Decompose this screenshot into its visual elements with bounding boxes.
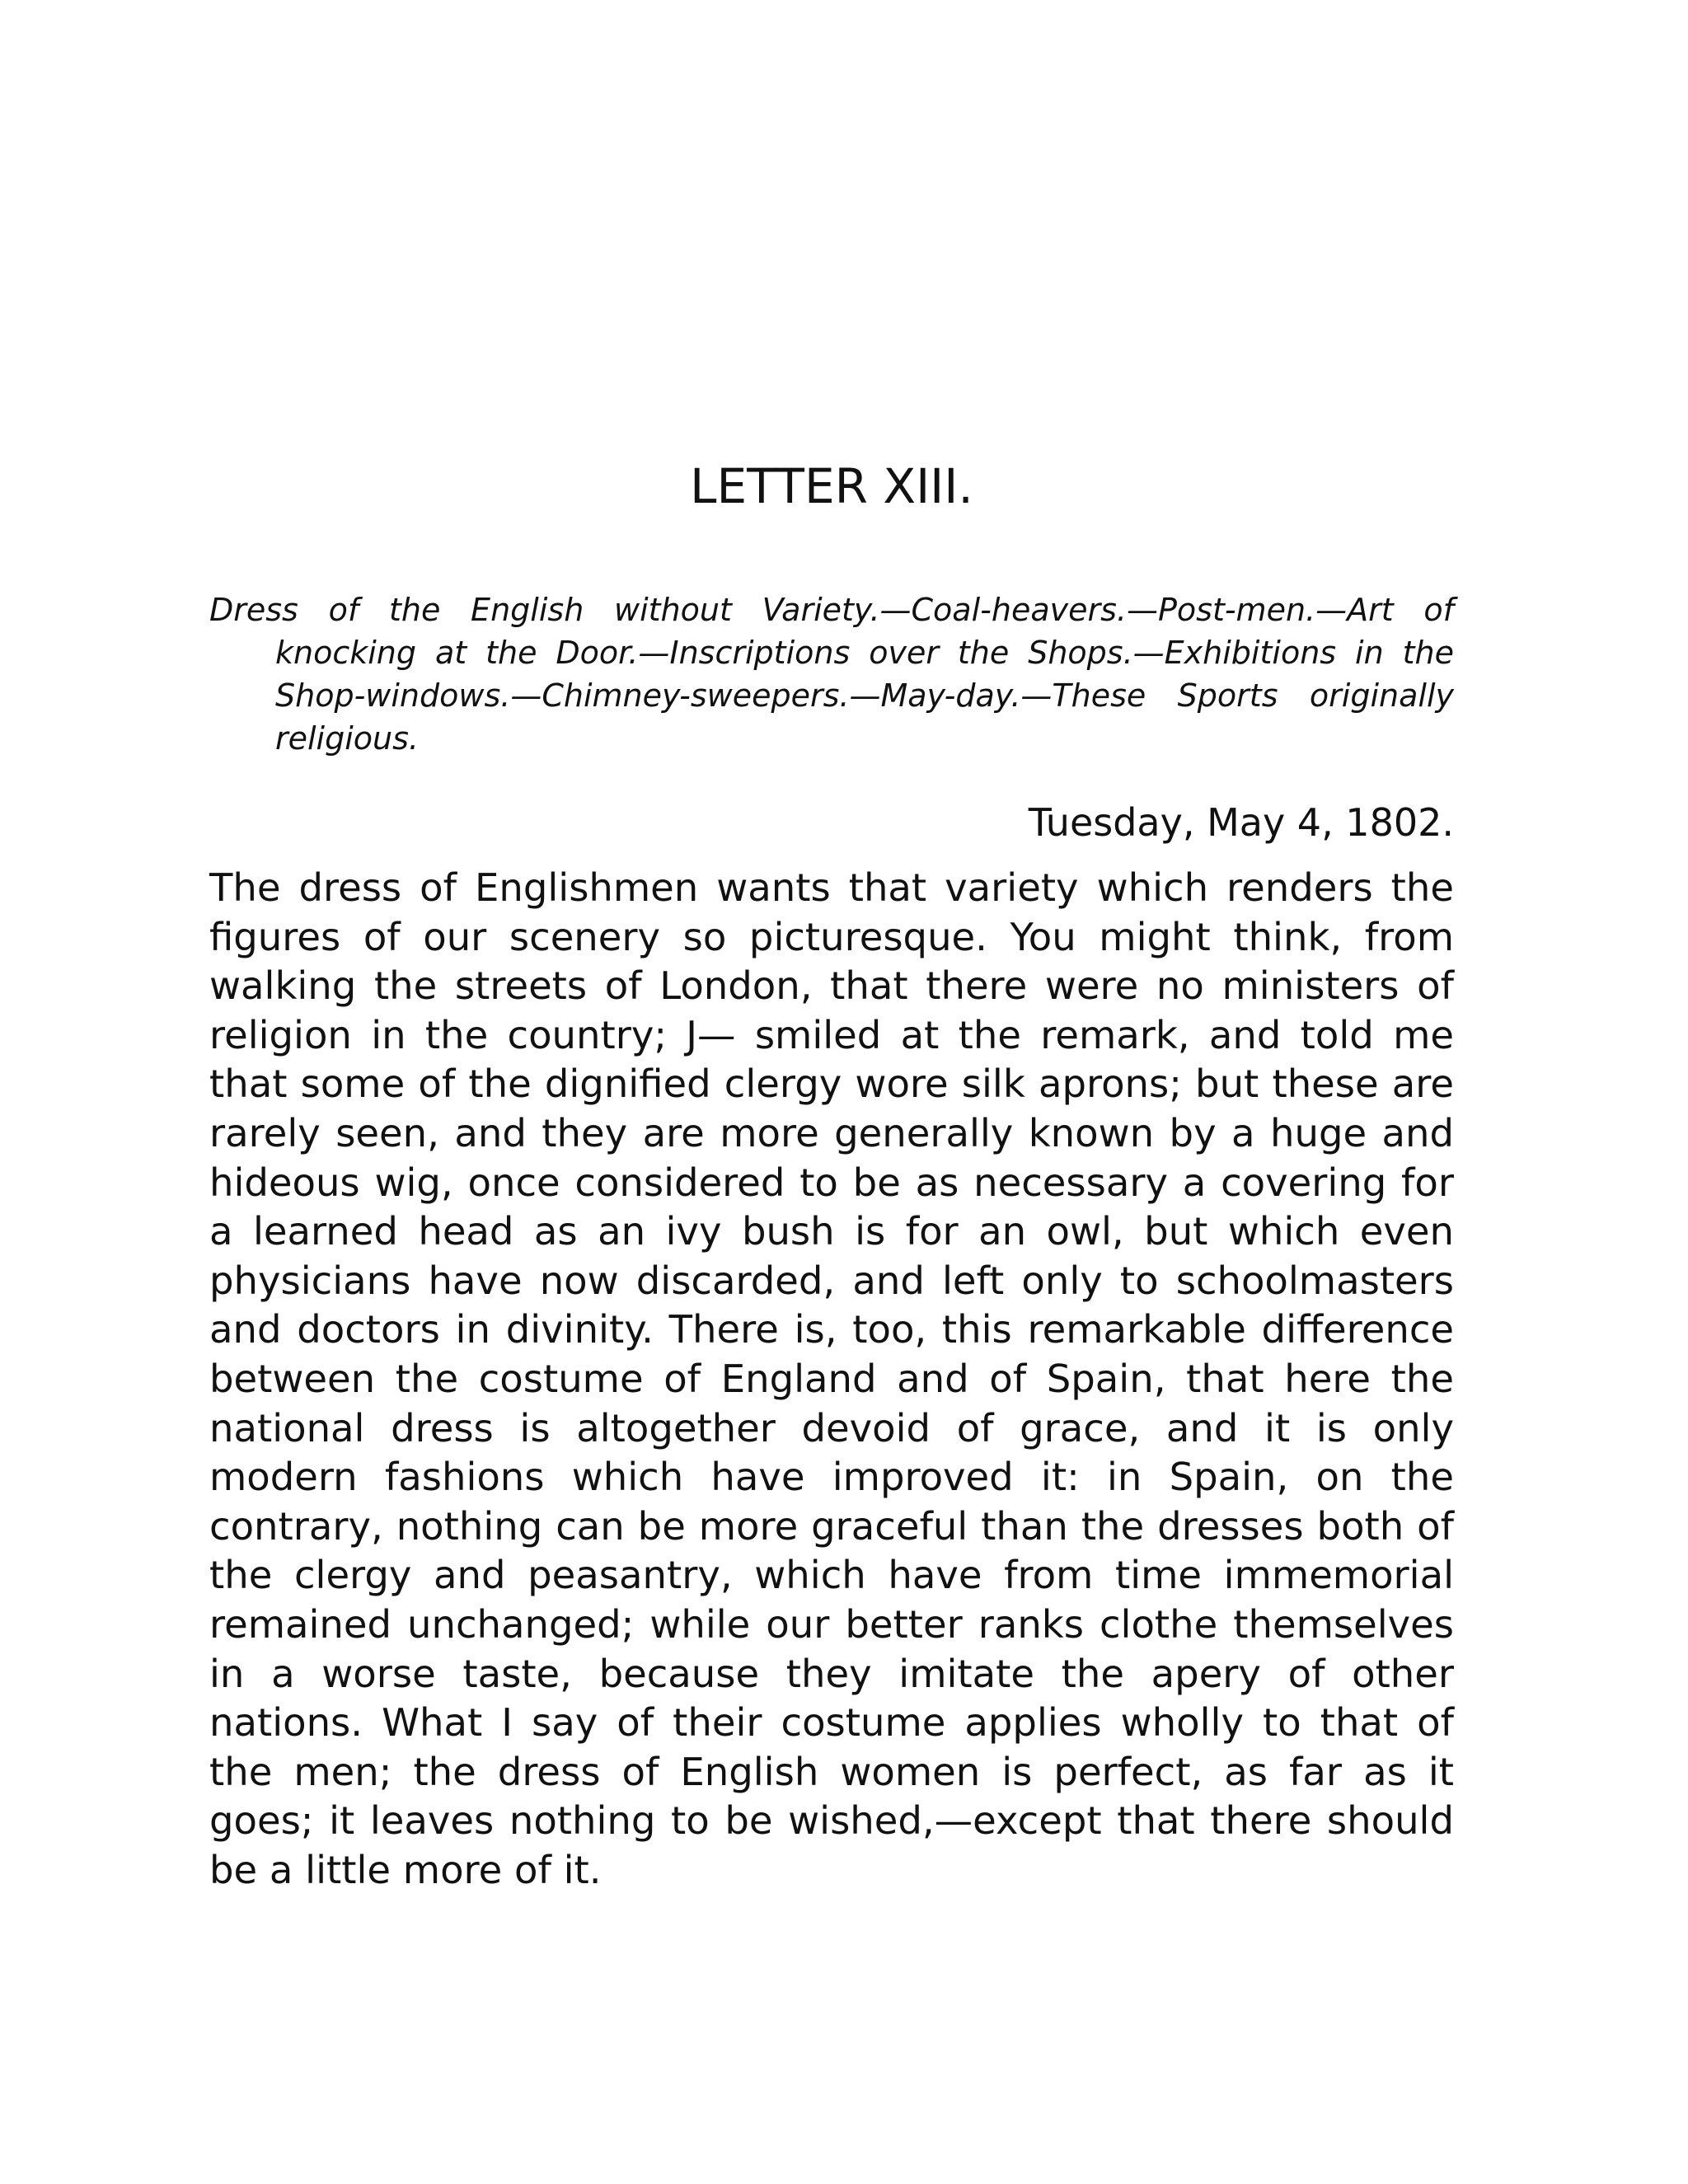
letter-dateline: Tuesday, May 4, 1802.: [1028, 800, 1454, 845]
letter-title: LETTER XIII.: [690, 458, 973, 514]
book-page: [209, 0, 1454, 2184]
letter-body-paragraph: The dress of Englishmen wants that variety which renders the figures of our scenery so picturesque. You might think, from walking the streets of London, that there were no ministers of religion in the country; J— smiled at the remark, and told me that some of the dignified clergy wore silk aprons; but these are rarely seen, and they are more generally known by a huge and hideous wig, once considered to be as necessary a covering for a learned head as an ivy bush is for an owl, but which even physicians have now discarded, and left only to schoolmasters and doctors in divinity. There is, too, this remarkable difference between the costume of England and of Spain, that here the national dress is altogether devoid of grace, and it is only modern fashions which have improved it: in Spain, on the contrary, nothing can be more graceful than the dresses both of the clergy and peasantry, which have from time immemorial remained unchanged; while our better ranks clothe themselves in a worse taste, because they imitate the apery of other nations. What I say of their costume applies wholly to that of the men; the dress of English women is perfect, as far as it goes; it leaves nothing to be wished,—except that there should be a little more of it.: [209, 865, 1454, 1892]
chapter-summary: Dress of the English without Variety.—Coal-heavers.—Post-men.—Art of knocking at the Door.—Inscriptions over the Shops.—Exhibitions in the Shop-windows.—Chimney-sweepers.—May-day.—These Sports originally religious.: [209, 592, 1454, 757]
